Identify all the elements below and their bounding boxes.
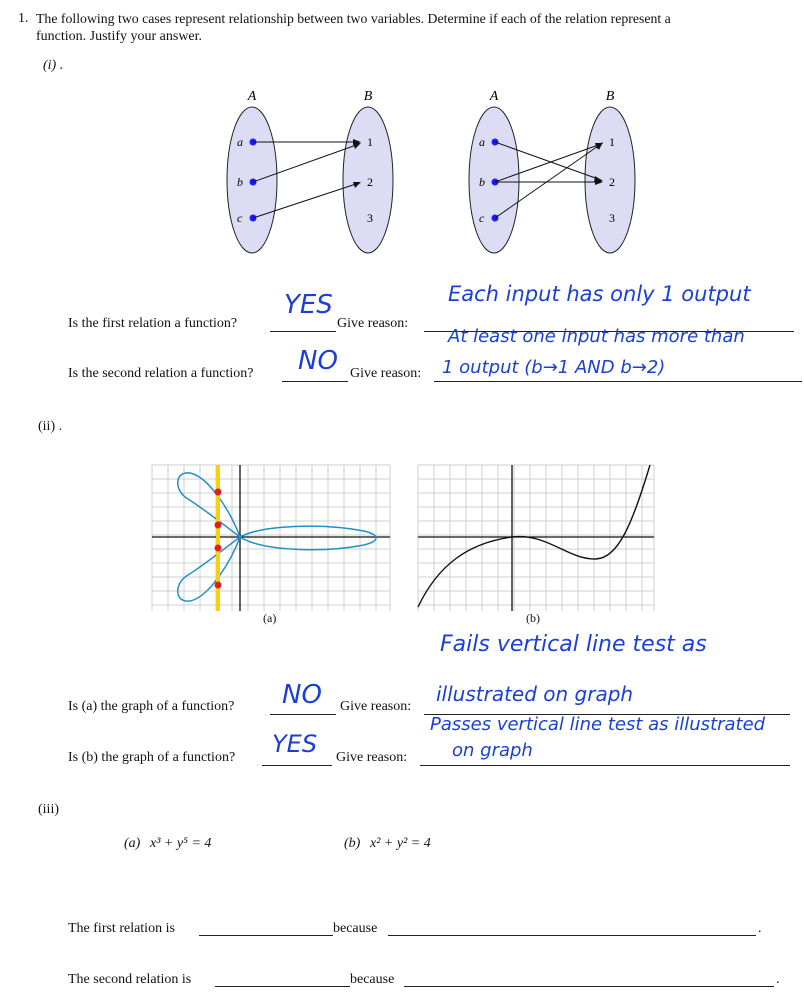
set-b-label: B	[605, 89, 615, 104]
part-ii-q1-reason-line1: Fails vertical line test as	[440, 632, 707, 657]
element-1: 1	[367, 135, 373, 149]
equation-a-label: (a)	[124, 836, 141, 851]
part-ii-q2-answer-line[interactable]	[262, 765, 332, 766]
part-i-q2-reason-line1: At least one input has more than	[448, 326, 745, 347]
part-ii-q2-reason-line2: on graph	[452, 740, 533, 761]
part-iii-label: (iii)	[38, 802, 59, 817]
element-c: c	[237, 211, 243, 225]
question-number: 1.	[18, 11, 29, 26]
element-c: c	[479, 211, 485, 225]
element-b: b	[237, 175, 243, 189]
part-i-q2-answer-line[interactable]	[282, 381, 348, 382]
intersection-point	[215, 522, 222, 529]
graph-b	[418, 465, 658, 615]
second-period: .	[776, 972, 780, 987]
graph-a	[152, 465, 392, 615]
part-i-q2-give-reason: Give reason:	[350, 366, 422, 381]
element-3: 3	[609, 211, 615, 225]
element-2: 2	[609, 175, 615, 189]
graph-b-caption: (b)	[526, 611, 540, 625]
second-because-line[interactable]	[404, 986, 774, 987]
element-2: 2	[367, 175, 373, 189]
part-ii-q2-reason-line1: Passes vertical line test as illustrated	[430, 714, 766, 735]
first-because: because	[333, 921, 378, 936]
first-period: .	[758, 921, 762, 936]
first-relation-answer-line[interactable]	[199, 935, 333, 936]
part-i-q1: Is the first relation a function?	[68, 316, 238, 331]
second-relation-answer-line[interactable]	[215, 986, 350, 987]
equation-a: x³ + y⁵ = 4	[150, 836, 212, 851]
part-ii-q1: Is (a) the graph of a function?	[68, 699, 235, 714]
part-ii-q2-give-reason: Give reason:	[336, 750, 408, 765]
first-relation-text: The first relation is	[68, 921, 175, 936]
element-a: a	[237, 135, 243, 149]
question-text-line2: function. Justify your answer.	[36, 29, 203, 44]
set-a-label: A	[489, 89, 499, 104]
graph-a-grid	[152, 465, 390, 611]
part-ii-q1-answer: NO	[282, 680, 322, 710]
graph-a-caption: (a)	[263, 611, 277, 625]
element-a: a	[479, 135, 485, 149]
second-relation-text: The second relation is	[68, 972, 192, 987]
part-i-q2-reason-line[interactable]	[434, 381, 802, 382]
graph-b-curve	[418, 465, 650, 607]
part-ii-q2-answer: YES	[272, 730, 318, 758]
mapping-diagram-1	[220, 80, 395, 260]
element-1: 1	[609, 135, 615, 149]
part-ii-q2-reason-line[interactable]	[420, 765, 790, 766]
part-ii-label: (ii) .	[38, 419, 63, 434]
element-b: b	[479, 175, 485, 189]
part-i-q1-reason: Each input has only 1 output	[448, 282, 751, 306]
part-ii-q1-answer-line[interactable]	[270, 714, 336, 715]
intersection-point	[215, 545, 222, 552]
second-because: because	[350, 972, 395, 987]
graph-b-grid	[418, 465, 654, 611]
part-i-q2-answer: NO	[298, 346, 338, 376]
part-i-q1-answer: YES	[284, 290, 333, 320]
intersection-point	[215, 582, 222, 589]
part-ii-q1-give-reason: Give reason:	[340, 699, 412, 714]
part-i-q2: Is the second relation a function?	[68, 366, 254, 381]
part-ii-q2: Is (b) the graph of a function?	[68, 750, 236, 765]
part-i-q1-give-reason: Give reason:	[337, 316, 409, 331]
part-i-q1-answer-line[interactable]	[270, 331, 336, 332]
first-because-line[interactable]	[388, 935, 756, 936]
part-i-q2-reason-line2: 1 output (b→1 AND b→2)	[442, 357, 666, 378]
part-i-label: (i) .	[43, 58, 64, 73]
equation-b: x² + y² = 4	[370, 836, 431, 851]
part-ii-q1-reason-line2: illustrated on graph	[436, 682, 634, 706]
set-b-label: B	[363, 89, 373, 104]
element-3: 3	[367, 211, 373, 225]
intersection-point	[215, 489, 222, 496]
equation-b-label: (b)	[344, 836, 361, 851]
mapping-diagram-2	[462, 80, 637, 260]
question-text-line1: The following two cases represent relationship between two variables. Determine if each of the relation represent a	[36, 11, 671, 26]
set-a-label: A	[247, 89, 257, 104]
